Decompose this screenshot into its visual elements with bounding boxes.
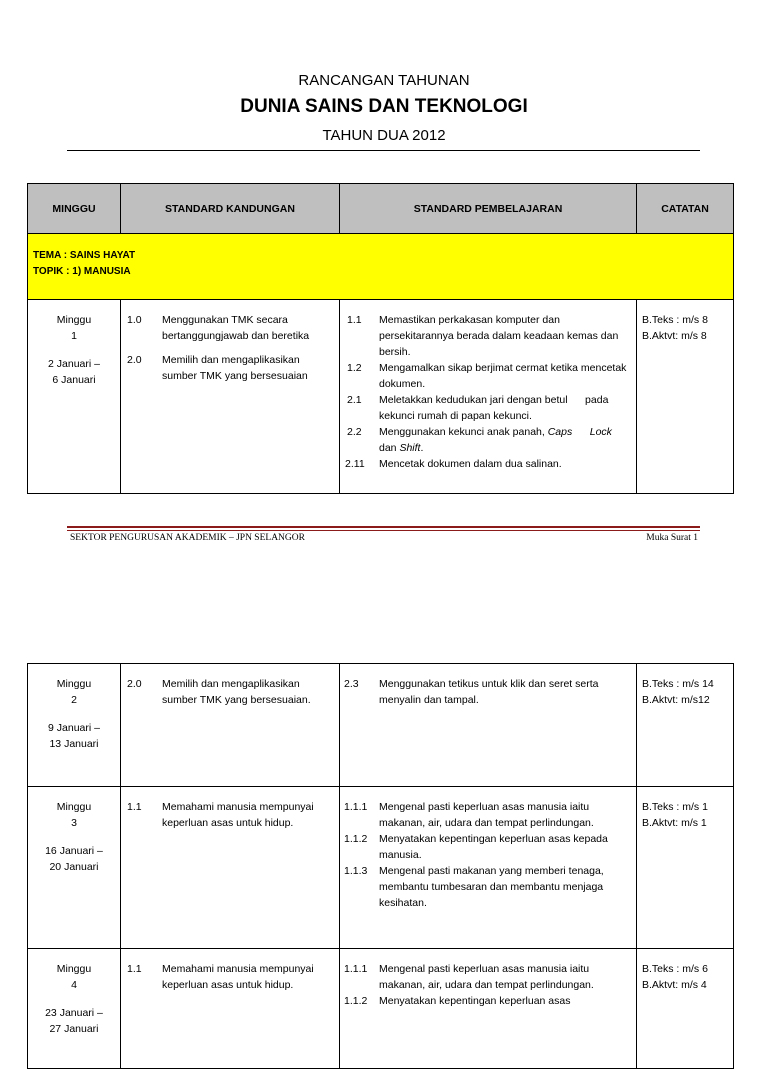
sp-text-italic: Shift (399, 442, 421, 454)
sp-number: 1.1 (347, 314, 362, 326)
table-header-row (28, 184, 734, 234)
week-date-start: 9 Januari – (48, 722, 100, 734)
catatan-cell (637, 949, 734, 1069)
week-cell (28, 664, 121, 787)
table-row (28, 787, 734, 949)
sp-text: Meletakkan kedudukan jari dengan betul pada kekunci rumah di papan kekunci. (379, 394, 612, 422)
sp-text (379, 424, 636, 456)
sk-item (121, 312, 339, 344)
catatan-cell (637, 300, 734, 494)
catatan-buku-teks: B.Teks : m/s 1 (642, 801, 708, 813)
sp-text: Memastikan perkakasan komputer dan persekitarannya berada dalam keadaan kemas dan bersih. (379, 314, 619, 358)
week-number: 4 (71, 979, 77, 991)
sp-item (340, 993, 636, 1009)
sk-text: Memahami manusia mempunyai keperluan asas untuk hidup. (162, 963, 314, 991)
week-date-end: 6 Januari (52, 374, 96, 386)
week-date-start: 16 Januari – (45, 845, 103, 857)
theme-cell (28, 234, 734, 300)
week-label: Minggu (56, 801, 92, 813)
sp-item (340, 424, 636, 456)
sp-item (340, 312, 636, 360)
title-divider (67, 150, 700, 151)
catatan-buku-teks: B.Teks : m/s 14 (642, 678, 714, 690)
plan-table-page1 (27, 183, 734, 494)
standard-pembelajaran-cell (340, 787, 637, 949)
week-label: Minggu (56, 678, 92, 690)
catatan-buku-aktiviti: B.Aktvt: m/s 8 (642, 330, 707, 342)
theme-label: TEMA : SAINS HAYAT (33, 250, 136, 261)
sp-item (340, 863, 636, 911)
sk-item (121, 676, 339, 708)
doc-subtitle: TAHUN DUA 2012 (322, 127, 446, 144)
sk-number: 1.1 (127, 801, 142, 813)
sk-item (121, 352, 339, 384)
sp-item (340, 392, 636, 424)
sk-text: Menggunakan TMK secara bertanggungjawab dan beretika (162, 314, 310, 342)
sp-item (340, 456, 636, 472)
sp-item (340, 961, 636, 993)
catatan-cell (637, 664, 734, 787)
col-header-standard-pembelajaran: STANDARD PEMBELAJARAN (340, 184, 637, 234)
footer-divider-thin (67, 530, 700, 531)
week-cell (28, 300, 121, 494)
sp-text-part: dan (379, 426, 615, 454)
sp-text-italic: Lock (589, 426, 612, 438)
sk-text: Memilih dan mengaplikasikan sumber TMK yang bersesuaian (162, 354, 308, 382)
standard-pembelajaran-cell (340, 300, 637, 494)
week-date-start: 23 Januari – (45, 1007, 103, 1019)
sk-text: Memahami manusia mempunyai keperluan asas untuk hidup. (162, 801, 314, 829)
standard-kandungan-cell (121, 949, 340, 1069)
catatan-buku-aktiviti: B.Aktvt: m/s12 (642, 694, 710, 706)
week-label: Minggu (56, 963, 92, 975)
topic-label: TOPIK : 1) MANUSIA (33, 266, 131, 277)
standard-pembelajaran-cell (340, 949, 637, 1069)
sp-text: Mencetak dokumen dalam dua salinan. (379, 458, 562, 470)
sk-item (121, 961, 339, 993)
sp-number: 2.11 (345, 458, 365, 470)
col-header-catatan: CATATAN (637, 184, 734, 234)
sp-number: 2.2 (347, 426, 362, 438)
sp-number: 2.1 (347, 394, 362, 406)
sp-text: Mengenal pasti makanan yang memberi tenaga, membantu tumbesaran dan membantu menjaga kesihatan. (379, 865, 604, 909)
sp-item (340, 831, 636, 863)
sp-number: 1.1.1 (344, 801, 368, 813)
footer-organization: SEKTOR PENGURUSAN AKADEMIK – JPN SELANGOR (70, 533, 305, 543)
week-label: Minggu (56, 314, 92, 326)
sp-item (340, 360, 636, 392)
table-row (28, 664, 734, 787)
sk-item (121, 799, 339, 831)
standard-kandungan-cell (121, 300, 340, 494)
sp-text: Menggunakan tetikus untuk klik dan seret serta menyalin dan tampal. (379, 678, 599, 706)
week-number: 3 (71, 817, 77, 829)
plan-table-page2 (27, 663, 734, 1069)
week-cell (28, 787, 121, 949)
sp-number: 2.3 (344, 678, 359, 690)
sp-text: Mengamalkan sikap berjimat cermat ketika mencetak dokumen. (379, 362, 627, 390)
sp-number: 1.2 (347, 362, 362, 374)
sp-text: Mengenal pasti keperluan asas manusia iaitu makanan, air, udara dan tempat perlindungan. (379, 801, 594, 829)
doc-heading: RANCANGAN TAHUNAN (298, 72, 470, 89)
sp-number: 1.1.3 (344, 865, 368, 877)
sp-text: Mengenal pasti keperluan asas manusia iaitu makanan, air, udara dan tempat perlindungan. (379, 963, 594, 991)
sp-text-part: . (420, 442, 424, 454)
sp-item (340, 799, 636, 831)
week-date-end: 13 Januari (49, 738, 99, 750)
catatan-buku-aktiviti: B.Aktvt: m/s 4 (642, 979, 707, 991)
theme-row (28, 234, 734, 300)
catatan-buku-teks: B.Teks : m/s 8 (642, 314, 708, 326)
standard-kandungan-cell (121, 664, 340, 787)
sp-item (340, 676, 636, 708)
table-row (28, 300, 734, 494)
sk-number: 2.0 (127, 354, 142, 366)
sk-text: Memilih dan mengaplikasikan sumber TMK yang bersesuaian. (162, 678, 311, 706)
week-number: 2 (71, 694, 77, 706)
sk-number: 2.0 (127, 678, 142, 690)
sp-number: 1.1.2 (344, 995, 368, 1007)
catatan-buku-teks: B.Teks : m/s 6 (642, 963, 708, 975)
table-row (28, 949, 734, 1069)
col-header-minggu: MINGGU (28, 184, 121, 234)
week-date-end: 20 Januari (49, 861, 99, 873)
standard-pembelajaran-cell (340, 664, 637, 787)
footer-divider (67, 526, 700, 528)
sp-text-part: Menggunakan kekunci anak panah, (379, 426, 548, 438)
col-header-standard-kandungan: STANDARD KANDUNGAN (121, 184, 340, 234)
sk-number: 1.1 (127, 963, 142, 975)
week-cell (28, 949, 121, 1069)
week-number: 1 (71, 330, 77, 342)
sp-text: Menyatakan kepentingan keperluan asas kepada manusia. (379, 833, 608, 861)
standard-kandungan-cell (121, 787, 340, 949)
sp-text: Menyatakan kepentingan keperluan asas (379, 995, 571, 1007)
footer-page-number: Muka Surat 1 (646, 533, 698, 543)
week-date-start: 2 Januari – (48, 358, 100, 370)
sk-number: 1.0 (127, 314, 142, 326)
sp-number: 1.1.2 (344, 833, 368, 845)
sp-number: 1.1.1 (344, 963, 368, 975)
catatan-buku-aktiviti: B.Aktvt: m/s 1 (642, 817, 707, 829)
doc-title: DUNIA SAINS DAN TEKNOLOGI (240, 96, 528, 117)
week-date-end: 27 Januari (49, 1023, 99, 1035)
sp-text-italic: Caps (547, 426, 573, 438)
catatan-cell (637, 787, 734, 949)
sp-text-part (572, 426, 590, 438)
